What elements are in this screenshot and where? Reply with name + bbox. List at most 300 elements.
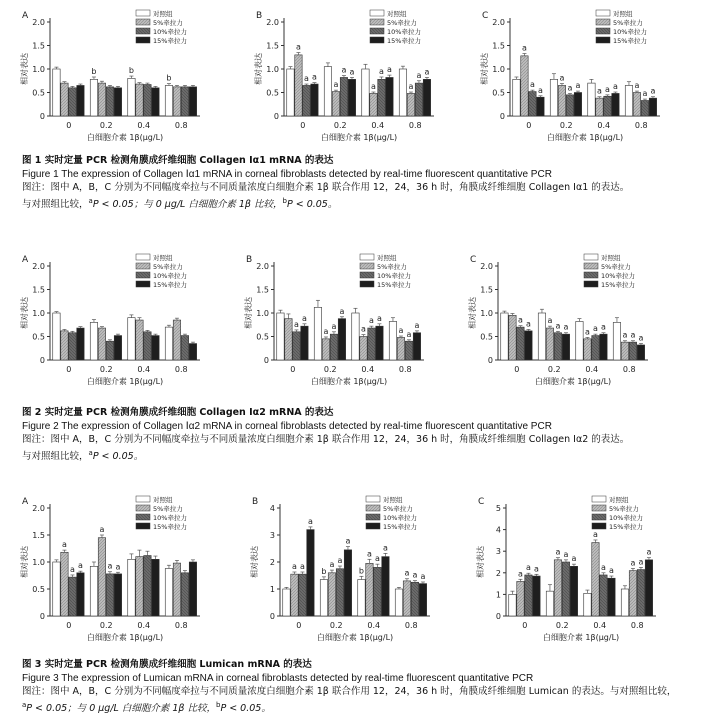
significance-label: a: [537, 85, 543, 95]
significance-label: a: [331, 321, 337, 331]
bar: [368, 328, 375, 360]
y-tick-label: 0.5: [256, 332, 269, 342]
bar: [283, 589, 290, 616]
bar: [374, 567, 381, 616]
figure-2-caption: [22, 406, 714, 463]
bar: [61, 83, 68, 116]
y-tick-label: 1.5: [480, 285, 493, 295]
bar: [570, 566, 577, 616]
significance-label: a: [382, 543, 388, 553]
bar: [403, 581, 410, 616]
bar: [574, 93, 581, 117]
bar: [554, 333, 561, 360]
bar: [423, 79, 430, 116]
legend-swatch: [136, 37, 150, 43]
y-tick-label: 0: [495, 612, 501, 621]
y-tick-label: 1.0: [256, 309, 269, 318]
legend-label: 对照组: [153, 254, 173, 262]
x-tick-label: 0: [296, 621, 302, 630]
legend-swatch: [592, 505, 606, 511]
bar: [608, 578, 615, 616]
x-tick-label: 0.8: [408, 121, 422, 130]
y-tick-label: 0: [39, 612, 45, 621]
significance-label: a: [412, 570, 418, 580]
bar: [344, 550, 351, 616]
bar: [53, 313, 60, 360]
legend-label: 15%牵拉力: [153, 523, 187, 531]
significance-label: a: [360, 324, 366, 334]
legend-swatch: [366, 523, 380, 529]
significance-label: a: [525, 319, 531, 329]
bar: [106, 341, 113, 360]
y-tick-label: 2.0: [32, 18, 45, 27]
y-tick-label: 1.5: [32, 531, 45, 540]
bar: [386, 77, 393, 116]
figure-1-caption: [22, 154, 714, 211]
legend-label: 10%牵拉力: [609, 514, 643, 522]
bar: [61, 331, 68, 360]
figure-1-note-sig: 与对照组比较，: [22, 198, 89, 210]
panel-letter: B: [256, 11, 263, 21]
legend-swatch: [360, 272, 374, 278]
figure-1-note-sup-b: b: [282, 196, 287, 205]
legend-swatch: [136, 523, 150, 529]
significance-label: b: [321, 566, 327, 576]
figure-3-note: [22, 685, 714, 715]
y-tick-label: 1.5: [266, 41, 279, 51]
chart-svg: [474, 494, 689, 652]
bar: [189, 87, 196, 116]
legend-swatch: [370, 10, 384, 16]
bar: [588, 83, 595, 116]
significance-label: a: [604, 84, 610, 94]
legend-swatch: [136, 254, 150, 260]
y-tick-label: 0.5: [492, 88, 505, 98]
bar: [362, 69, 369, 116]
legend-swatch: [360, 281, 374, 287]
figure-3-note-sup-b: b: [216, 700, 221, 709]
significance-label: a: [559, 73, 565, 83]
significance-label: a: [368, 316, 374, 326]
x-tick-label: 0.2: [559, 121, 573, 130]
bar: [181, 87, 188, 116]
legend-label: 15%牵拉力: [383, 523, 417, 531]
legend-swatch: [136, 514, 150, 520]
bar: [584, 593, 591, 616]
significance-label: b: [128, 66, 134, 76]
x-axis-label: 白细胞介素 1β(μg/L): [316, 633, 394, 642]
y-tick-label: 0: [39, 112, 45, 121]
x-tick-label: 0.4: [585, 365, 599, 374]
bar: [521, 56, 528, 116]
figure-2-note-p1: P < 0.05。: [92, 450, 144, 462]
significance-label: a: [521, 43, 527, 53]
figure-2-note: [22, 433, 714, 463]
bar: [621, 342, 628, 360]
y-tick-label: 0.5: [32, 332, 45, 342]
panel-letter: B: [252, 497, 259, 507]
chart-svg: [252, 8, 467, 150]
x-axis-label: 白细胞介素 1β(μg/L): [320, 133, 398, 142]
legend-label: 对照组: [387, 10, 407, 18]
legend-label: 15%牵拉力: [153, 281, 187, 289]
bar: [144, 85, 151, 116]
bar: [128, 78, 135, 116]
bar: [397, 337, 404, 360]
y-axis-label: 相对表达: [20, 53, 29, 85]
x-tick-label: 0: [66, 365, 72, 374]
figure-1-note-sup-a: a: [88, 196, 93, 205]
legend-label: 5%牵拉力: [387, 19, 417, 27]
bar: [173, 320, 180, 360]
significance-label: a: [398, 326, 404, 336]
bar: [98, 83, 105, 116]
x-tick-label: 0.4: [597, 121, 611, 130]
significance-label: a: [303, 74, 309, 84]
bar: [600, 334, 607, 360]
figure-3-title-zh: 图 3 实时定量 PCR 检测角膜成纤维细胞 Lumican mRNA 的表达: [22, 659, 312, 670]
significance-label: a: [563, 549, 569, 559]
significance-label: a: [339, 306, 345, 316]
bar: [324, 67, 331, 116]
legend-label: 5%牵拉力: [153, 263, 183, 271]
x-axis-label: 白细胞介素 1β(μg/L): [86, 377, 164, 386]
bar: [320, 580, 327, 616]
significance-label: a: [311, 72, 317, 82]
bar: [128, 318, 135, 360]
significance-label: a: [378, 66, 384, 76]
x-tick-label: 0.2: [323, 365, 337, 374]
y-tick-label: 1.5: [32, 41, 45, 51]
y-axis-label: 相对表达: [476, 546, 485, 578]
legend-label: 10%牵拉力: [377, 272, 411, 280]
x-tick-label: 0.2: [99, 365, 113, 374]
legend-swatch: [366, 505, 380, 511]
significance-label: a: [592, 529, 598, 539]
legend-swatch: [370, 37, 384, 43]
x-tick-label: 0.4: [137, 621, 151, 630]
legend-swatch: [584, 254, 598, 260]
x-tick-label: 0.8: [174, 365, 188, 374]
y-tick-label: 2.0: [256, 262, 269, 271]
legend-label: 5%牵拉力: [377, 263, 407, 271]
bar: [613, 322, 620, 360]
x-tick-label: 0.8: [630, 621, 644, 630]
x-axis-label: 白细胞介素 1β(μg/L): [86, 633, 164, 642]
y-axis-label: 相对表达: [250, 546, 259, 578]
bar: [301, 326, 308, 360]
significance-label: a: [547, 316, 553, 326]
x-tick-label: 0.4: [361, 365, 375, 374]
bar: [144, 332, 151, 360]
significance-label: a: [329, 560, 335, 570]
legend-label: 5%牵拉力: [613, 19, 643, 27]
bar: [114, 574, 121, 616]
x-tick-label: 0: [66, 121, 72, 130]
y-axis-label: 相对表达: [20, 297, 29, 329]
bar: [77, 573, 84, 616]
bar: [181, 336, 188, 360]
x-tick-label: 0.8: [404, 621, 418, 630]
significance-label: a: [323, 326, 329, 336]
bar: [165, 327, 172, 360]
legend-swatch: [584, 263, 598, 269]
bar: [295, 55, 302, 116]
x-tick-label: 0.2: [329, 621, 343, 630]
bar: [328, 573, 335, 616]
bar: [399, 69, 406, 116]
figure-1-panel-a: [18, 8, 233, 150]
bar: [53, 69, 60, 116]
legend-label: 15%牵拉力: [377, 281, 411, 289]
x-tick-label: 0.2: [547, 365, 561, 374]
y-tick-label: 2.0: [266, 18, 279, 27]
bar: [285, 319, 292, 360]
bar: [336, 569, 343, 616]
figure-2-note-sig: 与对照组比较，: [22, 450, 89, 462]
significance-label: a: [366, 549, 372, 559]
significance-label: a: [99, 525, 105, 534]
legend-label: 对照组: [613, 10, 633, 18]
significance-label: a: [642, 89, 648, 99]
y-tick-label: 0: [263, 356, 269, 365]
bar: [330, 334, 337, 360]
significance-label: a: [555, 547, 561, 557]
bar: [152, 88, 159, 116]
legend-label: 10%牵拉力: [601, 272, 635, 280]
bar: [413, 333, 420, 360]
bar: [358, 580, 365, 616]
bar: [360, 337, 367, 361]
bar: [314, 307, 321, 360]
y-tick-label: 1.5: [32, 285, 45, 295]
legend-label: 对照组: [153, 496, 173, 504]
x-tick-label: 0.4: [371, 121, 385, 130]
bar: [340, 77, 347, 116]
y-tick-label: 0.5: [32, 585, 45, 594]
bar: [376, 326, 383, 360]
chart-svg: [18, 494, 233, 652]
legend-label: 10%牵拉力: [153, 28, 187, 36]
figure-1: [0, 8, 721, 210]
bar: [136, 84, 143, 116]
bar: [389, 321, 396, 360]
legend-label: 15%牵拉力: [601, 281, 635, 289]
bar: [584, 339, 591, 360]
figure-1-note-main: 图注：图中 A，B，C 分别为不同幅度牵拉与不同质量浓度白细胞介素 1β 联合作用 12，24，36 h 时，角膜成纤维细胞 Collagen Ⅰα1 的表达。: [22, 182, 630, 193]
bar: [378, 79, 385, 116]
y-tick-label: 1: [495, 590, 501, 600]
x-axis-label: 白细胞介素 1β(μg/L): [86, 133, 164, 142]
y-tick-label: 2.0: [492, 18, 505, 27]
significance-label: a: [592, 324, 598, 334]
bar: [405, 341, 412, 360]
significance-label: a: [370, 82, 376, 92]
significance-label: a: [533, 564, 539, 574]
significance-label: a: [650, 86, 656, 96]
bar: [69, 577, 76, 616]
panel-letter: C: [478, 497, 485, 507]
panel-letter: A: [22, 255, 29, 265]
figure-3-panel-b: [248, 494, 463, 652]
legend-label: 10%牵拉力: [153, 514, 187, 522]
bar: [287, 69, 294, 116]
x-tick-label: 0.2: [99, 621, 113, 630]
significance-label: a: [404, 568, 410, 578]
legend-swatch: [136, 263, 150, 269]
x-tick-label: 0.2: [333, 121, 347, 130]
significance-label: a: [374, 554, 380, 564]
y-axis-label: 相对表达: [244, 297, 253, 329]
legend-label: 15%牵拉力: [387, 37, 421, 45]
bar: [114, 336, 121, 360]
legend-swatch: [136, 281, 150, 287]
legend-swatch: [136, 28, 150, 34]
y-tick-label: 1.0: [32, 558, 45, 567]
bar: [629, 342, 636, 360]
significance-label: a: [600, 562, 606, 572]
bar: [307, 530, 314, 616]
legend-label: 5%牵拉力: [601, 263, 631, 271]
y-tick-label: 1.5: [492, 41, 505, 51]
y-tick-label: 0.5: [480, 332, 493, 342]
bar: [419, 584, 426, 616]
significance-label: a: [406, 329, 412, 339]
x-tick-label: 0: [66, 621, 72, 630]
bar: [136, 557, 143, 616]
legend-swatch: [136, 10, 150, 16]
bar: [293, 332, 300, 360]
legend-label: 10%牵拉力: [153, 272, 187, 280]
legend-swatch: [592, 496, 606, 502]
bar: [517, 327, 524, 360]
figure-2-title-en: Figure 2 The expression of Collagen Ⅰα2 mRNA in corneal fibroblasts detected by real-time fluorescent quantitative PCR: [22, 420, 552, 432]
bar: [525, 331, 532, 360]
significance-label: a: [77, 561, 83, 571]
x-tick-label: 0.8: [398, 365, 412, 374]
legend-label: 对照组: [377, 254, 397, 262]
significance-label: a: [646, 547, 652, 557]
bar: [517, 581, 524, 616]
panel-letter: B: [246, 255, 253, 265]
panel-letter: C: [470, 255, 477, 265]
y-tick-label: 1: [269, 585, 275, 594]
x-tick-label: 0: [300, 121, 306, 130]
significance-label: a: [408, 82, 414, 92]
y-tick-label: 1.0: [32, 65, 45, 74]
legend-swatch: [596, 10, 610, 16]
bar: [173, 563, 180, 616]
legend-label: 5%牵拉力: [153, 505, 183, 513]
legend-swatch: [360, 254, 374, 260]
bar: [546, 591, 553, 616]
legend-label: 10%牵拉力: [383, 514, 417, 522]
bar: [303, 85, 310, 116]
figure-1-title-en: Figure 1 The expression of Collagen Ⅰα1 mRNA in corneal fibroblasts detected by real-time fluorescent quantitative PCR: [22, 168, 552, 180]
significance-label: a: [596, 86, 602, 96]
y-axis-label: 相对表达: [20, 546, 29, 578]
x-tick-label: 0.4: [593, 621, 607, 630]
legend-swatch: [596, 19, 610, 25]
bar: [546, 328, 553, 360]
chart-svg: [242, 252, 457, 394]
legend-label: 10%牵拉力: [613, 28, 647, 36]
significance-label: a: [299, 561, 305, 571]
legend-swatch: [136, 19, 150, 25]
figure-2-note-main: 图注：图中 A，B，C 分别为不同幅度牵拉与不同质量浓度白细胞介素 1β 联合作用 12，24，36 h 时，角膜成纤维细胞 Collagen Ⅰα2 的表达。: [22, 434, 630, 445]
y-axis-label: 相对表达: [468, 297, 477, 329]
significance-label: a: [376, 313, 382, 323]
significance-label: a: [295, 42, 301, 52]
bar: [649, 98, 656, 116]
significance-label: a: [61, 540, 67, 550]
significance-label: a: [529, 80, 535, 90]
legend-swatch: [370, 19, 384, 25]
significance-label: b: [91, 66, 97, 76]
y-tick-label: 0: [39, 356, 45, 365]
figure-3-note-sup-a: a: [22, 700, 27, 709]
chart-svg: [248, 494, 463, 652]
significance-label: a: [634, 81, 640, 91]
bar: [128, 559, 135, 616]
bar: [53, 562, 60, 616]
significance-label: a: [333, 80, 339, 90]
y-tick-label: 1.0: [492, 65, 505, 74]
bar: [641, 100, 648, 116]
legend-swatch: [136, 496, 150, 502]
legend-label: 15%牵拉力: [609, 523, 643, 531]
figure-3-note-main: 图注：图中 A，B，C 分别为不同幅度牵拉与不同质量浓度白细胞介素 1β 联合作用 12，24，36 h 时，角膜成纤维细胞 Lumican 的表达。与对照组比较，: [22, 686, 677, 697]
y-tick-label: 1.5: [256, 285, 269, 295]
y-tick-label: 5: [495, 504, 501, 513]
significance-label: a: [584, 327, 590, 337]
bar: [558, 85, 565, 116]
y-tick-label: 2: [269, 558, 275, 567]
legend-label: 5%牵拉力: [383, 505, 413, 513]
y-tick-label: 0.5: [266, 88, 279, 98]
figure-2-panel-b: [242, 252, 457, 394]
bar: [165, 568, 172, 616]
chart-svg: [466, 252, 681, 394]
significance-label: a: [525, 563, 531, 573]
significance-label: a: [555, 321, 561, 331]
bar: [98, 328, 105, 360]
legend-swatch: [596, 37, 610, 43]
bar: [501, 313, 508, 360]
x-axis-label: 白细胞介素 1β(μg/L): [546, 133, 624, 142]
figure-3-note-p1: P < 0.05；与 0 μg/L 白细胞介素 1β 比较，: [26, 702, 216, 714]
bar: [513, 79, 520, 116]
x-tick-label: 0.4: [137, 121, 151, 130]
legend-swatch: [592, 523, 606, 529]
significance-label: a: [420, 571, 426, 581]
significance-label: a: [115, 562, 121, 572]
bar: [189, 562, 196, 616]
significance-label: a: [416, 70, 422, 80]
y-tick-label: 1.0: [480, 309, 493, 318]
bar: [173, 87, 180, 116]
x-tick-label: 0.8: [622, 365, 636, 374]
bar: [332, 92, 339, 116]
y-tick-label: 0: [269, 612, 275, 621]
bar: [529, 92, 536, 116]
panel-letter: C: [482, 11, 489, 21]
x-tick-label: 0.8: [174, 621, 188, 630]
figure-1-note-p1: P < 0.05；与 0 μg/L 白细胞介素 1β 比较，: [92, 198, 283, 210]
y-tick-label: 3: [269, 531, 275, 540]
legend-swatch: [136, 505, 150, 511]
y-tick-label: 2.0: [480, 262, 493, 271]
